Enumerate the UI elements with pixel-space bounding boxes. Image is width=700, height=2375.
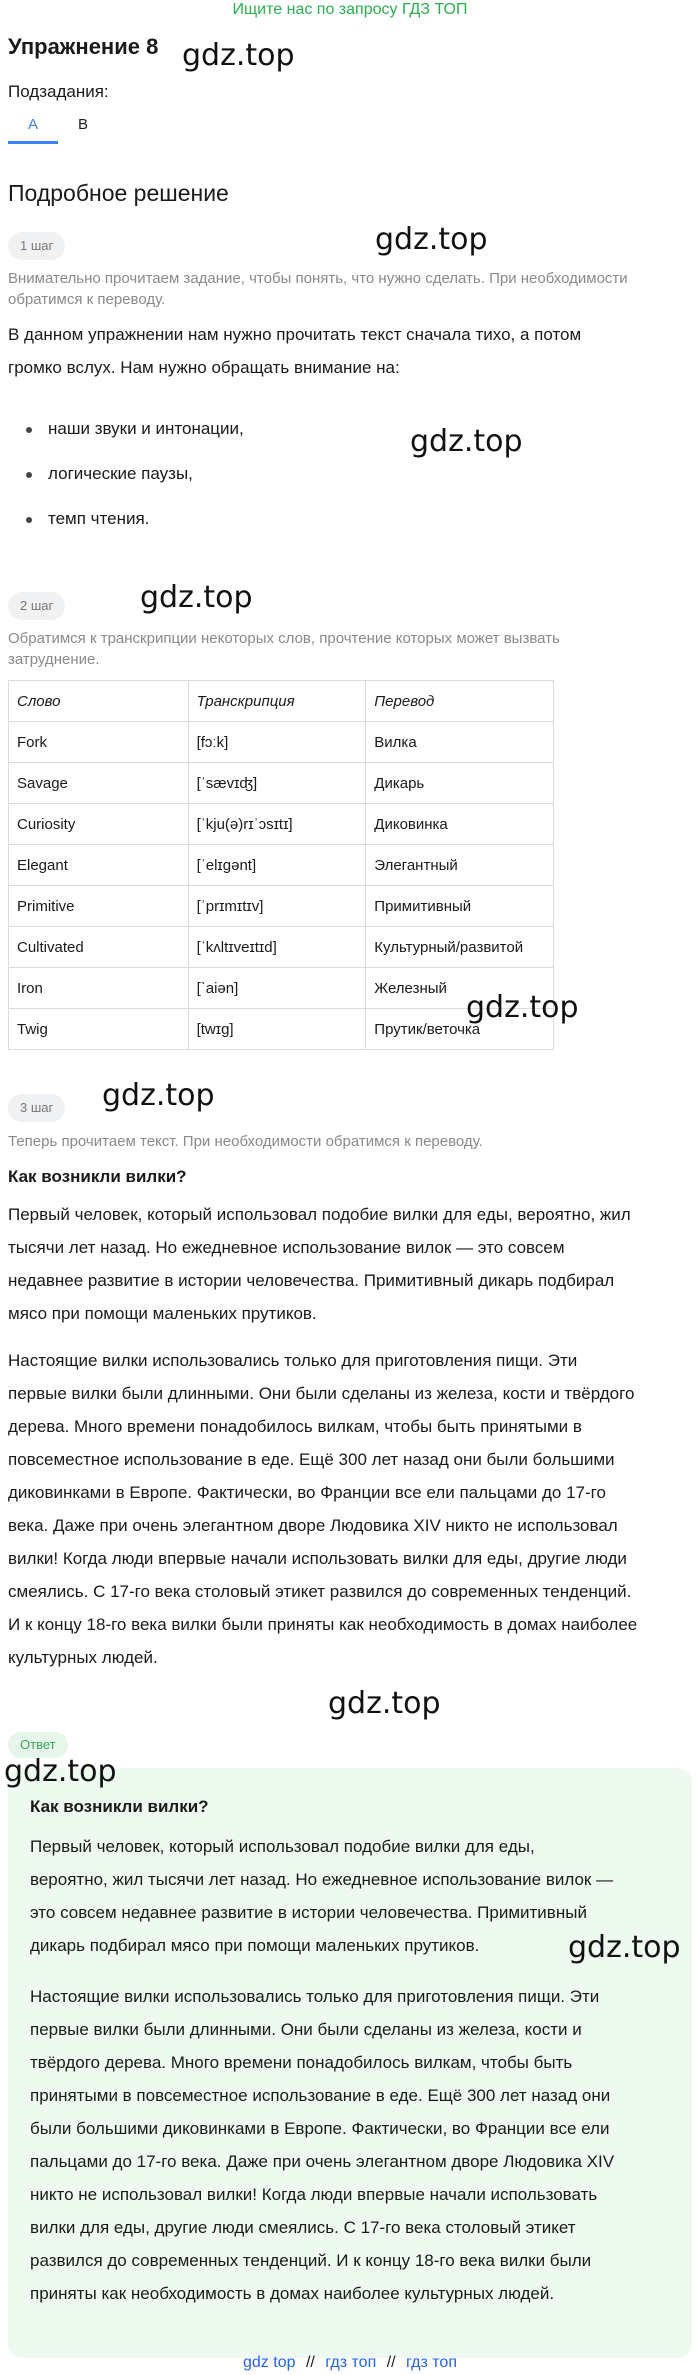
table-row <box>9 722 554 763</box>
footer-separator: // <box>305 2354 315 2371</box>
table-cell: [twɪg] <box>188 1009 366 1050</box>
para-line: культурных людей. <box>8 1648 158 1667</box>
list-item <box>26 509 149 529</box>
table-row <box>9 927 554 968</box>
para-line: дерева. Много времени понадобилось вилкам, чтобы быть принятыми в <box>8 1417 582 1436</box>
answer-title: Как возникли вилки? <box>30 1797 209 1816</box>
text-title: Как возникли вилки? <box>8 1167 187 1186</box>
step1-hint <box>8 268 688 310</box>
para-line: Первый человек, который использовал подобие вилки для еды, вероятно, жил <box>8 1205 631 1224</box>
para-line: Первый человек, который использовал подобие вилки для еды, <box>30 1837 535 1856</box>
para-line: это совсем недавнее развитие в истории человечества. Примитивный <box>30 1903 587 1922</box>
para-line: дикарь подбирал мясо при помощи маленьких прутиков. <box>30 1936 480 1955</box>
subtasks-label: Подзадания: <box>8 82 109 101</box>
list-item-text: темп чтения. <box>48 509 150 528</box>
table-cell: Cultivated <box>9 927 189 968</box>
table-cell: Диковинка <box>366 804 554 845</box>
column-header: Перевод <box>366 681 554 722</box>
step-badge-2: 2 шаг <box>8 592 65 620</box>
watermark: gdz.top <box>375 222 488 257</box>
table-cell: Curiosity <box>9 804 189 845</box>
para-line: громко вслух. Нам нужно обращать внимание на: <box>8 358 400 377</box>
hint-line: затруднение. <box>8 651 100 668</box>
para-line: Настоящие вилки использовались только для приготовления пищи. Эти <box>8 1351 578 1370</box>
table-cell: Elegant <box>9 845 189 886</box>
para-line: никто не использовал вилки! Когда люди впервые начали использовать <box>30 2185 598 2204</box>
table-cell: Twig <box>9 1009 189 1050</box>
bullet-icon <box>26 427 32 433</box>
column-header: Слово <box>9 681 189 722</box>
table-cell: [ˈelɪgənt] <box>188 845 366 886</box>
table-cell: Прутик/веточка <box>366 1009 554 1050</box>
table-row <box>9 845 554 886</box>
footer-link[interactable]: gdz top <box>243 2354 296 2371</box>
tab-b[interactable]: B <box>77 116 88 133</box>
para-line: первые вилки были длинными. Они были сделаны из железа, кости и твёрдого <box>8 1384 635 1403</box>
para-line: И к концу 18-го века вилки были приняты как необходимость в домах наиболее <box>8 1615 638 1634</box>
table-cell: [ˈkju(ə)rɪˈɔsɪtɪ] <box>188 804 366 845</box>
para-line: первые вилки были длинными. Они были сделаны из железа, кости и <box>30 2020 582 2039</box>
page-title: Упражнение 8 <box>8 34 159 59</box>
para-line: принятыми в повсеместное использование в еде. Ещё 300 лет назад они <box>30 2086 611 2105</box>
table-cell: Элегантный <box>366 845 554 886</box>
table-cell: Savage <box>9 763 189 804</box>
footer-link[interactable]: гдз топ <box>406 2354 457 2371</box>
text-paragraph-1 <box>8 1198 692 1330</box>
table-cell: Вилка <box>366 722 554 763</box>
table-cell: [ˈprɪmɪtɪv] <box>188 886 366 927</box>
table-cell: Iron <box>9 968 189 1009</box>
watermark: gdz.top <box>140 580 253 615</box>
step3-hint: Теперь прочитаем текст. При необходимости обратимся к переводу. <box>8 1133 483 1150</box>
para-line: вилки для еды, другие люди смеялись. С 17-го века столовый этикет <box>30 2218 576 2237</box>
para-line: были большими диковинками в Европе. Фактически, во Франции все ели <box>30 2119 610 2138</box>
hint-line: Обратимся к транскрипции некоторых слов, прочтение которых может вызвать <box>8 630 560 647</box>
table-cell: [ˈkʌltɪveɪtɪd] <box>188 927 366 968</box>
step2-hint <box>8 628 688 670</box>
list-item-text: логические паузы, <box>48 464 193 483</box>
list-item <box>26 464 193 484</box>
para-line: диковинками в Европе. Фактически, во Франции все ели пальцами до 17-го <box>8 1483 606 1502</box>
para-line: В данном упражнении нам нужно прочитать текст сначала тихо, а потом <box>8 325 582 344</box>
table-cell: [ˈsævɪʤ] <box>188 763 366 804</box>
watermark: gdz.top <box>102 1078 215 1113</box>
footer-separator: // <box>386 2354 396 2371</box>
table-cell: [fɔːk] <box>188 722 366 763</box>
table-row <box>9 886 554 927</box>
step1-paragraph <box>8 318 692 384</box>
tab-a[interactable]: A <box>8 110 58 144</box>
watermark: gdz.top <box>410 424 523 459</box>
table-cell: Культурный/развитой <box>366 927 554 968</box>
hint-line: Внимательно прочитаем задание, чтобы понять, что нужно сделать. При необходимости <box>8 270 628 287</box>
column-header: Транскрипция <box>188 681 366 722</box>
watermark: gdz.top <box>328 1686 441 1721</box>
para-line: приняты как необходимость в домах наиболее культурных людей. <box>30 2284 555 2303</box>
para-line: повсеместное использование в еде. Ещё 300 лет назад они были большими <box>8 1450 615 1469</box>
bullet-icon <box>26 517 32 523</box>
para-line: века. Даже при очень элегантном дворе Людовика XIV никто не использовал <box>8 1516 618 1535</box>
para-line: вилки! Когда люди впервые начали использовать вилки для еды, другие люди <box>8 1549 627 1568</box>
table-row <box>9 763 554 804</box>
step-badge-1: 1 шаг <box>8 232 65 260</box>
table-cell: [ˋaiən] <box>188 968 366 1009</box>
footer-links <box>0 2354 700 2372</box>
watermark: gdz.top <box>4 1754 117 1789</box>
watermark: gdz.top <box>182 38 295 73</box>
hint-line: обратимся к переводу. <box>8 291 166 308</box>
bullet-icon <box>26 472 32 478</box>
table-header-row <box>9 681 554 722</box>
table-cell: Primitive <box>9 886 189 927</box>
answer-badge: Ответ <box>8 1732 68 1758</box>
step-badge-3: 3 шаг <box>8 1094 65 1122</box>
table-row <box>9 804 554 845</box>
para-line: вероятно, жил тысячи лет назад. Но ежедневное использование вилок — <box>30 1870 614 1889</box>
para-line: мясо при помощи маленьких прутиков. <box>8 1304 317 1323</box>
para-line: недавнее развитие в истории человечества. Примитивный дикарь подбирал <box>8 1271 615 1290</box>
solution-heading: Подробное решение <box>8 180 229 206</box>
para-line: Настоящие вилки использовались только для приготовления пищи. Эти <box>30 1987 600 2006</box>
table-cell: Дикарь <box>366 763 554 804</box>
para-line: смеялись. С 17-го века столовый этикет развился до современных тенденций. <box>8 1582 632 1601</box>
list-item <box>26 419 244 439</box>
watermark: gdz.top <box>568 1930 681 1965</box>
para-line: тысячи лет назад. Но ежедневное использование вилок — это совсем <box>8 1238 565 1257</box>
footer-link[interactable]: гдз топ <box>325 2354 377 2371</box>
table-cell: Примитивный <box>366 886 554 927</box>
top-banner: Ищите нас по запросу ГДЗ ТОП <box>232 1 468 18</box>
watermark: gdz.top <box>466 990 579 1025</box>
para-line: твёрдого дерева. Много времени понадобилось вилкам, чтобы быть <box>30 2053 573 2072</box>
subtask-tabs <box>8 110 108 144</box>
para-line: развился до современных тенденций. И к концу 18-го века вилки были <box>30 2251 592 2270</box>
list-item-text: наши звуки и интонации, <box>48 419 244 438</box>
para-line: пальцами до 17-го века. Даже при очень элегантном дворе Людовика XIV <box>30 2152 615 2171</box>
text-paragraph-2 <box>8 1344 692 1674</box>
table-cell: Железный <box>366 968 554 1009</box>
answer-paragraph-2 <box>30 1980 670 2310</box>
table-cell: Fork <box>9 722 189 763</box>
